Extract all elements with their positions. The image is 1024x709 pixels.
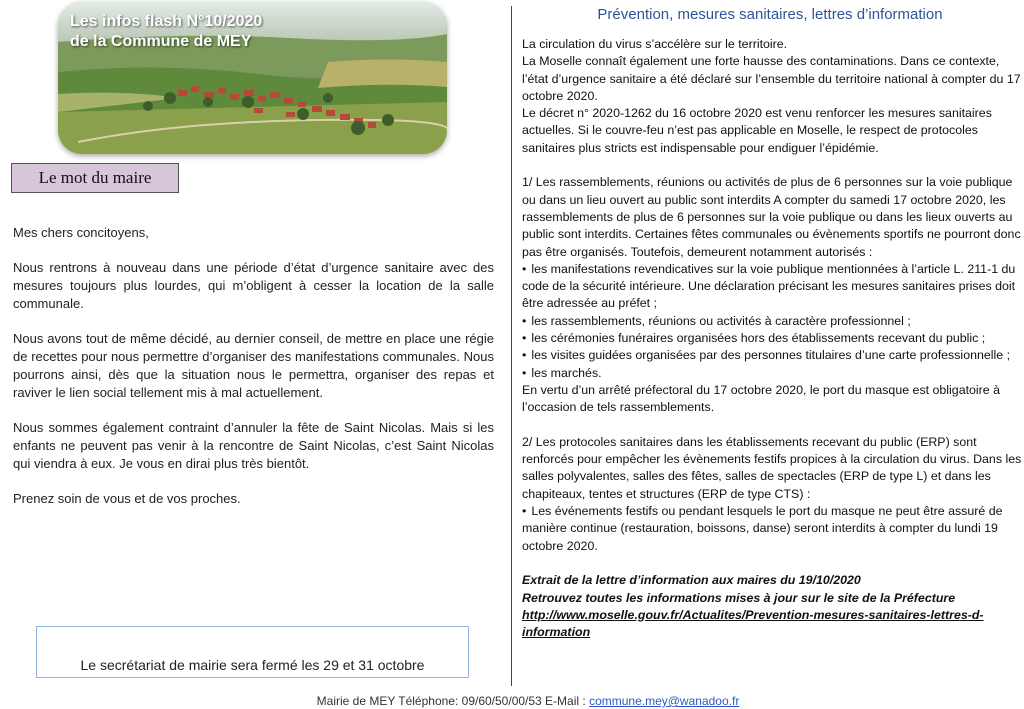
bullet-item: • les manifestations revendicatives sur la voie publique mentionnées à l’article L. 211-1 du code de la sécurité intérieure. Une déclaration précisant les mesures sanitaires prises doit être adressée au préfet ;: [522, 261, 1024, 313]
point-1-mask-rule: En vertu d’un arrêté préfectoral du 17 octobre 2020, le port du masque est obligatoire à l’occasion de tels rassemblements.: [522, 382, 1001, 415]
spacer: [522, 555, 1024, 572]
intro-line: La Moselle connaît également une forte hausse des contaminations. Dans ce contexte, l’état d’urgence sanitaire a été déclaré sur l’ensemble du territoire national à compter du 17 octobre 2020.: [522, 54, 1021, 103]
spacer: [522, 417, 1024, 434]
intro-line: Le décret n° 2020-1262 du 16 octobre 2020 est venu renforcer les mesures sanitaires actuelles. Si le couvre-feu n’est pas applicable en Moselle, le respect de protocoles sanitaires plus stricts est indispensable pour endiguer l’épidémie.: [522, 106, 992, 155]
letter-paragraph: Nous sommes également contraint d’annuler la fête de Saint Nicolas. Mais si les enfants ne peuvent pas venir à la rencontre de Saint Nicolas, c’est Saint Nicolas qui viendra à eux. Je vous en dirai plus très bientôt.: [13, 420, 494, 471]
mayor-letter: [13, 224, 494, 525]
letter-closing: Prenez soin de vous et de vos proches.: [13, 491, 241, 506]
letter-greeting: Mes chers concitoyens,: [13, 225, 149, 240]
bullet-item: • les cérémonies funéraires organisées hors des établissements recevant du public ;: [522, 330, 1024, 347]
intro-line: La circulation du virus s’accélère sur le territoire.: [522, 37, 788, 51]
bullet-item: • Les événements festifs ou pendant lesquels le port du masque ne peut être assuré de manière continue (restauration, boissons, danse) seront interdits à compter du lundi 19 octobre 2020.: [522, 503, 1024, 555]
letter-paragraph: Nous rentrons à nouveau dans une période d’état d’urgence sanitaire avec des mesures toujours plus lourdes, qui m’obligent à cesser la location de la salle communale.: [13, 260, 494, 311]
prefecture-link[interactable]: http://www.moselle.gouv.fr/Actualites/Prevention-mesures-sanitaires-lettres-d-information: [522, 607, 984, 640]
prevention-title: Prévention, mesures sanitaires, lettres d’information: [597, 6, 943, 23]
source-line: Retrouvez toutes les informations mises à jour sur le site de la Préfecture: [522, 590, 956, 605]
section-label-mot-du-maire: Le mot du maire: [11, 163, 179, 193]
prevention-article: [522, 36, 1024, 641]
letter-paragraph: Nous avons tout de même décidé, au dernier conseil, de mettre en place une régie de recettes pour nous permettre d’organiser des manifestations communales. Nous pourrons ainsi, dès que la situation nous le permettra, organiser des repas et raviver le lien social tellement mis à mal actuellement.: [13, 331, 494, 400]
bullet-item: • les rassemblements, réunions ou activités à caractère professionnel ;: [522, 313, 1024, 330]
banner-photo: [58, 2, 447, 154]
notice-text: Le secrétariat de mairie sera fermé les 29 et 31 octobre: [80, 657, 425, 673]
bullet-item: • les marchés.: [522, 365, 1024, 382]
office-closure-notice: [36, 626, 469, 678]
bullet-item: • les visites guidées organisées par des personnes titulaires d’une carte professionnelle ;: [522, 347, 1024, 364]
point-2: 2/ Les protocoles sanitaires dans les établissements recevant du public (ERP) sont renforcés pour empêcher les évènements festifs propices à la circulation du virus. Dans les salles polyvalentes, salles des fêtes, salles de spectacles (ERP de type L) et dans les chapiteaux, tentes et structures (ERP de type CTS) :: [522, 434, 1022, 501]
banner-title: Les infos flash N°10/2020 de la Commune de MEY: [70, 13, 263, 50]
footer-contact: Mairie de MEY Téléphone: 09/60/50/00/53 E-Mail :: [316, 694, 590, 708]
column-divider: [511, 6, 512, 686]
footer: [0, 694, 1024, 708]
email-link[interactable]: commune.mey@wanadoo.fr: [589, 694, 740, 708]
spacer: [522, 157, 1024, 174]
point-1: 1/ Les rassemblements, réunions ou activités de plus de 6 personnes sur la voie publique ou dans un lieu ouvert au public sont interdits A compter du samedi 17 octobre 2020, les rassemblements de plus de 6 personnes sur la voie publique ou dans les lieux ouverts au public sont interdits. Certaines fêtes communales ou évènements sportifs ne pourront donc pas être organisés. Toutefois, demeurent notamment autorisés :: [522, 175, 1021, 259]
source-line: Extrait de la lettre d’information aux maires du 19/10/2020: [522, 573, 861, 588]
